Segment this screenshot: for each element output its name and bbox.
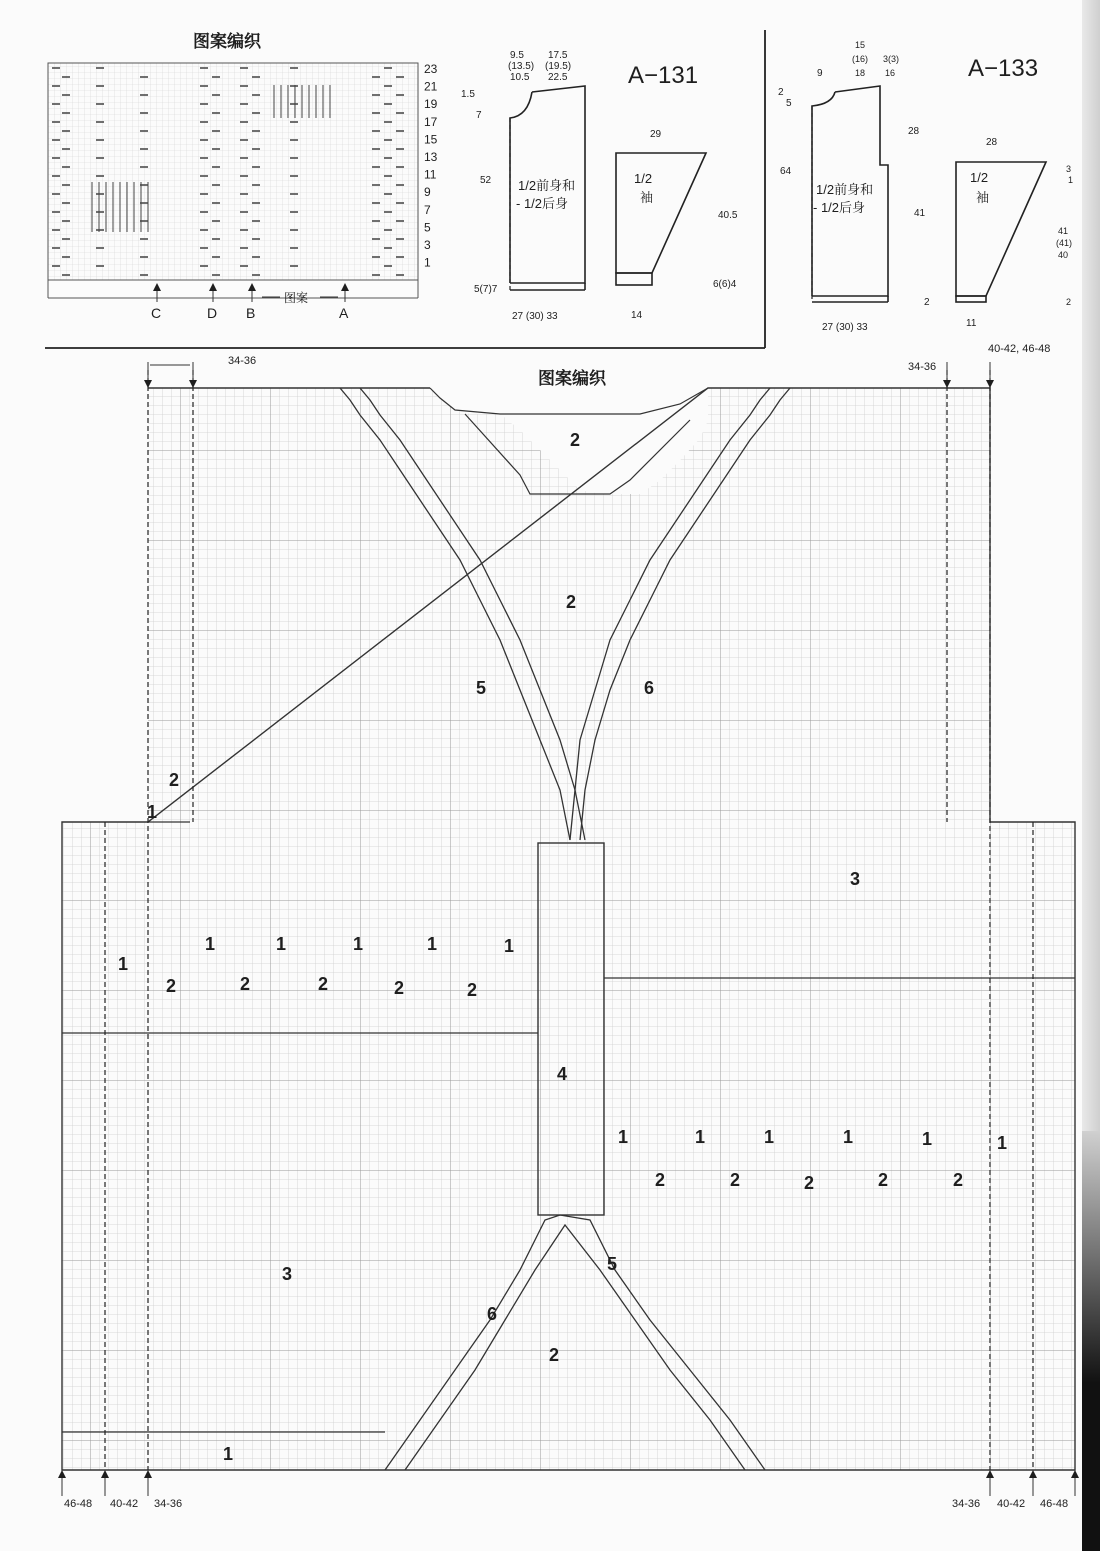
a133-cap: 3(3) (883, 54, 900, 64)
a133-shoulder-width-l: 18 (855, 68, 866, 78)
label-right-two-2: 2 (730, 1170, 741, 1190)
label-left-two-3: 2 (318, 974, 329, 994)
a133-sleeve-label-1: 1/2 (970, 170, 989, 185)
a131-sleeve-top: 29 (650, 129, 662, 140)
row-number-11: 11 (424, 167, 437, 182)
bottom-left-size-3: 34-36 (154, 1498, 183, 1510)
a133-sleeve-cap: 3 (1066, 164, 1072, 174)
row-number-13: 13 (424, 150, 438, 164)
a131-cuff: 6(6)4 (713, 279, 737, 290)
size-top-right: 34-36 (908, 361, 937, 373)
a131-body-width: 27 (30) 33 (512, 311, 558, 322)
label-right-one-2: 1 (695, 1127, 706, 1147)
label-right-two-4: 2 (878, 1170, 889, 1190)
label-left-two-2: 2 (240, 974, 251, 994)
row-number-19: 19 (424, 97, 438, 112)
a133-shoulder-width-m: (16) (852, 54, 869, 64)
label-right-one-6: 1 (997, 1133, 1008, 1153)
pattern-repeat-label: 图案 (284, 291, 309, 305)
row-number-7: 7 (424, 202, 431, 217)
row-number-5: 5 (424, 220, 431, 235)
a131-sleeve-width: 14 (631, 310, 643, 321)
label-right-band: 3 (850, 869, 861, 889)
label-right-one-1: 1 (618, 1127, 629, 1147)
row-number-23: 23 (424, 62, 438, 76)
a133-sleeve-label-2: 袖 (976, 190, 990, 205)
a133-sleeve-cuff: 2 (1066, 297, 1072, 307)
label-left-one: 1 (118, 954, 129, 974)
a133-cap-l: 16 (885, 68, 896, 78)
a133-shoulder-drop: 2 (778, 87, 784, 98)
a131-neck-width-l: 10.5 (510, 72, 530, 83)
label-right-two-3: 2 (804, 1173, 815, 1193)
a131-shoulder-drop: 1.5 (461, 89, 475, 100)
row-number-17: 17 (424, 114, 438, 129)
row-number-3: 3 (424, 238, 431, 252)
column-letter-c: C (151, 305, 162, 321)
a131-hem: 5(7)7 (474, 284, 498, 295)
column-letter-d: D (207, 305, 218, 321)
label-hem: 1 (223, 1444, 234, 1464)
main-chart (62, 343, 1075, 1510)
label-left-one-5: 1 (504, 936, 515, 956)
label-lower-6: 6 (487, 1304, 498, 1324)
bottom-size-markers (62, 1474, 1075, 1510)
label-lower-5: 5 (607, 1254, 618, 1274)
a131-shoulder-width-l: 22.5 (548, 72, 568, 83)
row-number-1: 1 (424, 255, 431, 270)
label-yoke-right: 6 (644, 678, 655, 698)
schematic-a131 (461, 50, 738, 322)
row-number-21: 21 (424, 79, 438, 94)
a133-armhole: 28 (908, 126, 920, 137)
a131-neck-depth: 7 (476, 110, 482, 121)
size-top-far-right: 40-42, 46-48 (988, 343, 1051, 355)
label-yoke-left: 5 (476, 678, 487, 698)
symbol-chart-title: 图案编织 (193, 32, 261, 51)
label-center: 4 (557, 1064, 568, 1084)
label-neck-top: 2 (570, 430, 581, 450)
a131-body-label-1: 1/2前身和 (518, 178, 576, 193)
row-number-15: 15 (424, 132, 438, 147)
label-right-two-5: 2 (953, 1170, 964, 1190)
label-lower-left: 3 (282, 1264, 293, 1284)
a133-body-label-1: 1/2前身和 (816, 182, 874, 197)
label-left-shoulder-1: 1 (147, 802, 158, 822)
bottom-right-size-2: 40-42 (997, 1498, 1026, 1510)
label-left-one-1: 1 (205, 934, 216, 954)
size-top-left: 34-36 (228, 355, 257, 367)
a133-neck-depth: 5 (786, 98, 792, 109)
label-left-two-5: 2 (467, 980, 478, 1000)
label-left-two-1: 2 (166, 976, 177, 996)
label-left-one-2: 1 (276, 934, 287, 954)
label-right-two-1: 2 (655, 1170, 666, 1190)
a133-sleeve-cap-2: 1 (1068, 175, 1074, 185)
a133-sleeve-length-alt2: 40 (1058, 250, 1069, 260)
a131-sleeve-outline (616, 153, 706, 273)
symbol-chart-row-numbers (424, 62, 438, 270)
a133-shoulder-width: 15 (855, 40, 866, 50)
a133-hem-right: 2 (924, 297, 930, 308)
a131-body-label-2: - 1/2后身 (516, 196, 569, 211)
a133-body-length: 64 (780, 166, 792, 177)
a133-body-label-2: - 1/2后身 (813, 200, 866, 215)
label-right-one-3: 1 (764, 1127, 775, 1147)
page-binding-shadow (1082, 1131, 1100, 1551)
a131-neck-width: 9.5 (510, 50, 524, 61)
row-number-9: 9 (424, 185, 431, 200)
bottom-right-size-1: 34-36 (952, 1498, 981, 1510)
label-left-one-4: 1 (427, 934, 438, 954)
bottom-right-size-3: 46-48 (1040, 1498, 1069, 1510)
label-lower-2: 2 (549, 1345, 560, 1365)
a131-sleeve-label-1: 1/2 (634, 171, 653, 186)
label-right-one-5: 1 (922, 1129, 933, 1149)
main-chart-title: 图案编织 (538, 369, 606, 388)
a131-sleeve-length: 40.5 (718, 210, 738, 221)
a133-sleeve-length: 41 (1058, 226, 1069, 236)
label-left-two-4: 2 (394, 978, 405, 998)
a131-sleeve-label-2: 袖 (640, 190, 654, 205)
a131-shoulder-width-m: (19.5) (545, 61, 572, 72)
a133-neck-width: 9 (817, 68, 823, 79)
a133-sleeve-top: 28 (986, 137, 998, 148)
bottom-left-size-1: 46-48 (64, 1498, 93, 1510)
a133-sleeve-length-alt: (41) (1056, 238, 1073, 248)
a131-body-length: 52 (480, 175, 492, 186)
column-letter-b: B (246, 305, 256, 321)
a131-shoulder-width: 17.5 (548, 50, 568, 61)
schematic-a133 (778, 40, 1073, 333)
a131-code: A−131 (628, 62, 699, 89)
a133-body-width: 27 (30) 33 (822, 322, 868, 333)
column-letter-a: A (339, 305, 349, 321)
a133-sleeve-width: 11 (966, 318, 977, 329)
a133-code: A−133 (968, 55, 1039, 82)
label-left-shoulder-2: 2 (169, 770, 180, 790)
bottom-left-size-2: 40-42 (110, 1498, 139, 1510)
label-right-one-4: 1 (843, 1127, 854, 1147)
symbol-chart (48, 31, 438, 321)
symbol-chart-column-markers (151, 287, 349, 321)
label-neck-mid: 2 (566, 592, 577, 612)
label-left-one-3: 1 (353, 934, 364, 954)
a133-side: 41 (914, 208, 926, 219)
a131-neck-width-m: (13.5) (508, 61, 535, 72)
